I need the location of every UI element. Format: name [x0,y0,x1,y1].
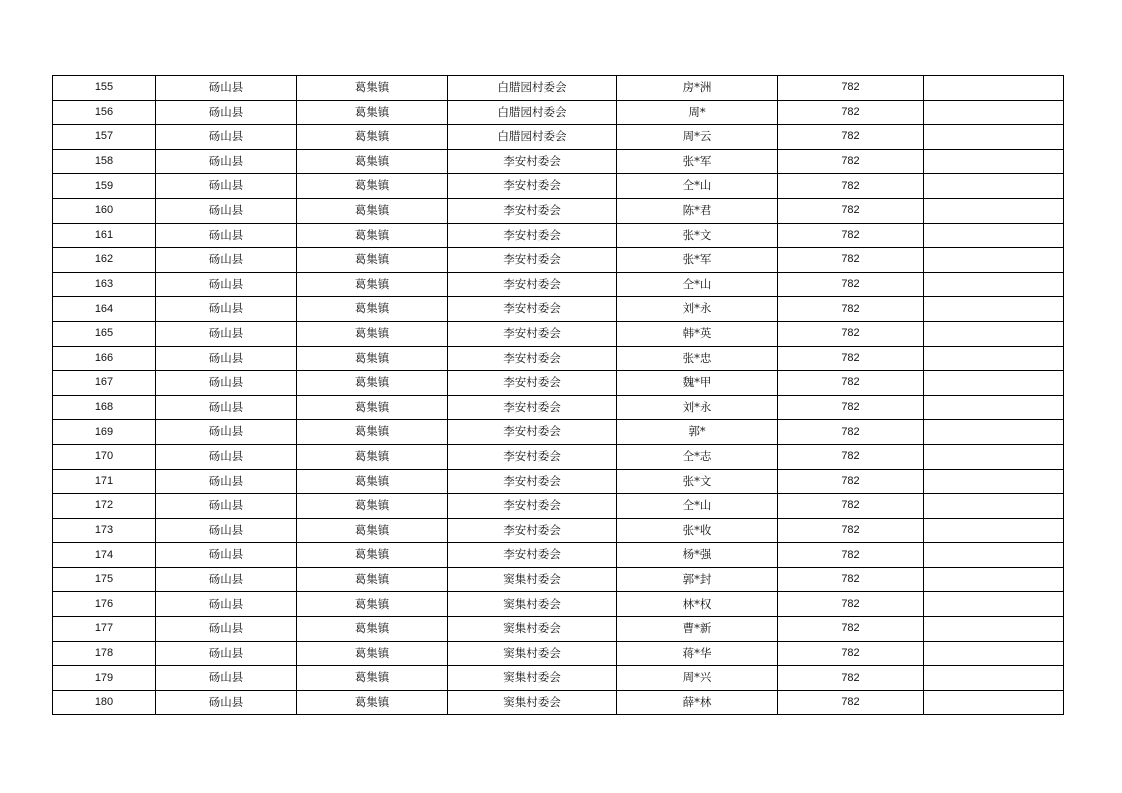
county-cell: 砀山县 [156,149,297,174]
amount-cell: 782 [778,321,924,346]
amount-cell: 782 [778,100,924,125]
note-cell [924,297,1064,322]
person-name-cell: 薛*林 [617,690,778,715]
town-cell: 葛集镇 [297,420,448,445]
village-committee-cell: 李安村委会 [448,543,617,568]
row-number-cell: 159 [53,174,156,199]
row-number-cell: 166 [53,346,156,371]
town-cell: 葛集镇 [297,543,448,568]
amount-cell: 782 [778,518,924,543]
town-cell: 葛集镇 [297,321,448,346]
note-cell [924,444,1064,469]
village-committee-cell: 李安村委会 [448,248,617,273]
row-number-cell: 165 [53,321,156,346]
table-row [53,346,1064,371]
roster-table [52,75,1064,715]
town-cell: 葛集镇 [297,149,448,174]
table-body [53,76,1064,715]
person-name-cell: 蒋*华 [617,641,778,666]
note-cell [924,371,1064,396]
town-cell: 葛集镇 [297,76,448,101]
person-name-cell: 仝*志 [617,444,778,469]
table-row [53,420,1064,445]
county-cell: 砀山县 [156,469,297,494]
county-cell: 砀山县 [156,617,297,642]
village-committee-cell: 李安村委会 [448,518,617,543]
town-cell: 葛集镇 [297,395,448,420]
table-row [53,198,1064,223]
town-cell: 葛集镇 [297,469,448,494]
table-row [53,125,1064,150]
amount-cell: 782 [778,174,924,199]
person-name-cell: 郭*封 [617,567,778,592]
table-row [53,690,1064,715]
amount-cell: 782 [778,272,924,297]
town-cell: 葛集镇 [297,567,448,592]
village-committee-cell: 窦集村委会 [448,666,617,691]
person-name-cell: 刘*永 [617,395,778,420]
amount-cell: 782 [778,149,924,174]
row-number-cell: 178 [53,641,156,666]
county-cell: 砀山县 [156,690,297,715]
village-committee-cell: 李安村委会 [448,223,617,248]
village-committee-cell: 李安村委会 [448,321,617,346]
row-number-cell: 174 [53,543,156,568]
county-cell: 砀山县 [156,444,297,469]
county-cell: 砀山县 [156,592,297,617]
person-name-cell: 张*文 [617,223,778,248]
county-cell: 砀山县 [156,395,297,420]
amount-cell: 782 [778,371,924,396]
county-cell: 砀山县 [156,567,297,592]
table-row [53,518,1064,543]
row-number-cell: 172 [53,494,156,519]
town-cell: 葛集镇 [297,248,448,273]
row-number-cell: 169 [53,420,156,445]
person-name-cell: 曹*新 [617,617,778,642]
row-number-cell: 158 [53,149,156,174]
row-number-cell: 163 [53,272,156,297]
amount-cell: 782 [778,592,924,617]
amount-cell: 782 [778,444,924,469]
town-cell: 葛集镇 [297,100,448,125]
row-number-cell: 162 [53,248,156,273]
county-cell: 砀山县 [156,321,297,346]
table-row [53,395,1064,420]
county-cell: 砀山县 [156,494,297,519]
amount-cell: 782 [778,248,924,273]
amount-cell: 782 [778,469,924,494]
town-cell: 葛集镇 [297,125,448,150]
table-row [53,567,1064,592]
amount-cell: 782 [778,297,924,322]
person-name-cell: 张*收 [617,518,778,543]
town-cell: 葛集镇 [297,223,448,248]
table-row [53,617,1064,642]
note-cell [924,543,1064,568]
table-row [53,149,1064,174]
village-committee-cell: 李安村委会 [448,371,617,396]
table-row [53,297,1064,322]
table-row [53,174,1064,199]
village-committee-cell: 李安村委会 [448,444,617,469]
amount-cell: 782 [778,690,924,715]
note-cell [924,321,1064,346]
row-number-cell: 164 [53,297,156,322]
amount-cell: 782 [778,125,924,150]
county-cell: 砀山县 [156,543,297,568]
note-cell [924,174,1064,199]
county-cell: 砀山县 [156,346,297,371]
person-name-cell: 仝*山 [617,174,778,199]
town-cell: 葛集镇 [297,494,448,519]
note-cell [924,518,1064,543]
town-cell: 葛集镇 [297,690,448,715]
amount-cell: 782 [778,76,924,101]
town-cell: 葛集镇 [297,592,448,617]
village-committee-cell: 白腊园村委会 [448,100,617,125]
table-row [53,100,1064,125]
row-number-cell: 180 [53,690,156,715]
village-committee-cell: 李安村委会 [448,346,617,371]
person-name-cell: 仝*山 [617,272,778,297]
table-row [53,543,1064,568]
person-name-cell: 周*兴 [617,666,778,691]
note-cell [924,198,1064,223]
amount-cell: 782 [778,617,924,642]
note-cell [924,592,1064,617]
table-row [53,371,1064,396]
county-cell: 砀山县 [156,272,297,297]
note-cell [924,76,1064,101]
row-number-cell: 170 [53,444,156,469]
county-cell: 砀山县 [156,100,297,125]
person-name-cell: 张*忠 [617,346,778,371]
note-cell [924,395,1064,420]
county-cell: 砀山县 [156,518,297,543]
row-number-cell: 175 [53,567,156,592]
row-number-cell: 160 [53,198,156,223]
table-row [53,321,1064,346]
person-name-cell: 周* [617,100,778,125]
person-name-cell: 张*军 [617,149,778,174]
person-name-cell: 周*云 [617,125,778,150]
village-committee-cell: 李安村委会 [448,297,617,322]
row-number-cell: 179 [53,666,156,691]
note-cell [924,666,1064,691]
town-cell: 葛集镇 [297,518,448,543]
village-committee-cell: 窦集村委会 [448,567,617,592]
village-committee-cell: 白腊园村委会 [448,125,617,150]
amount-cell: 782 [778,198,924,223]
row-number-cell: 171 [53,469,156,494]
row-number-cell: 157 [53,125,156,150]
village-committee-cell: 窦集村委会 [448,641,617,666]
town-cell: 葛集镇 [297,666,448,691]
village-committee-cell: 李安村委会 [448,494,617,519]
village-committee-cell: 李安村委会 [448,420,617,445]
town-cell: 葛集镇 [297,444,448,469]
person-name-cell: 房*洲 [617,76,778,101]
county-cell: 砀山县 [156,371,297,396]
note-cell [924,494,1064,519]
village-committee-cell: 李安村委会 [448,174,617,199]
note-cell [924,149,1064,174]
village-committee-cell: 窦集村委会 [448,592,617,617]
county-cell: 砀山县 [156,223,297,248]
town-cell: 葛集镇 [297,198,448,223]
note-cell [924,125,1064,150]
person-name-cell: 韩*英 [617,321,778,346]
village-committee-cell: 李安村委会 [448,149,617,174]
town-cell: 葛集镇 [297,617,448,642]
amount-cell: 782 [778,420,924,445]
person-name-cell: 张*文 [617,469,778,494]
note-cell [924,641,1064,666]
amount-cell: 782 [778,641,924,666]
amount-cell: 782 [778,494,924,519]
row-number-cell: 156 [53,100,156,125]
village-committee-cell: 窦集村委会 [448,617,617,642]
table-row [53,469,1064,494]
note-cell [924,223,1064,248]
amount-cell: 782 [778,223,924,248]
note-cell [924,469,1064,494]
row-number-cell: 167 [53,371,156,396]
town-cell: 葛集镇 [297,371,448,396]
town-cell: 葛集镇 [297,174,448,199]
note-cell [924,248,1064,273]
table-row [53,223,1064,248]
row-number-cell: 176 [53,592,156,617]
county-cell: 砀山县 [156,174,297,199]
town-cell: 葛集镇 [297,346,448,371]
town-cell: 葛集镇 [297,297,448,322]
note-cell [924,617,1064,642]
county-cell: 砀山县 [156,76,297,101]
county-cell: 砀山县 [156,641,297,666]
row-number-cell: 155 [53,76,156,101]
note-cell [924,567,1064,592]
amount-cell: 782 [778,567,924,592]
person-name-cell: 张*军 [617,248,778,273]
row-number-cell: 168 [53,395,156,420]
amount-cell: 782 [778,666,924,691]
amount-cell: 782 [778,346,924,371]
row-number-cell: 177 [53,617,156,642]
person-name-cell: 仝*山 [617,494,778,519]
note-cell [924,346,1064,371]
person-name-cell: 刘*永 [617,297,778,322]
village-committee-cell: 白腊园村委会 [448,76,617,101]
table-row [53,444,1064,469]
county-cell: 砀山县 [156,248,297,273]
village-committee-cell: 窦集村委会 [448,690,617,715]
amount-cell: 782 [778,395,924,420]
town-cell: 葛集镇 [297,272,448,297]
county-cell: 砀山县 [156,125,297,150]
person-name-cell: 杨*强 [617,543,778,568]
county-cell: 砀山县 [156,666,297,691]
row-number-cell: 173 [53,518,156,543]
table-row [53,592,1064,617]
village-committee-cell: 李安村委会 [448,469,617,494]
person-name-cell: 陈*君 [617,198,778,223]
amount-cell: 782 [778,543,924,568]
document-page [52,75,1064,715]
table-row [53,76,1064,101]
table-row [53,666,1064,691]
person-name-cell: 林*权 [617,592,778,617]
table-row [53,272,1064,297]
note-cell [924,690,1064,715]
table-row [53,248,1064,273]
row-number-cell: 161 [53,223,156,248]
person-name-cell: 魏*甲 [617,371,778,396]
village-committee-cell: 李安村委会 [448,272,617,297]
note-cell [924,100,1064,125]
village-committee-cell: 李安村委会 [448,395,617,420]
note-cell [924,272,1064,297]
note-cell [924,420,1064,445]
village-committee-cell: 李安村委会 [448,198,617,223]
county-cell: 砀山县 [156,297,297,322]
table-row [53,641,1064,666]
town-cell: 葛集镇 [297,641,448,666]
county-cell: 砀山县 [156,198,297,223]
person-name-cell: 郭* [617,420,778,445]
county-cell: 砀山县 [156,420,297,445]
table-row [53,494,1064,519]
